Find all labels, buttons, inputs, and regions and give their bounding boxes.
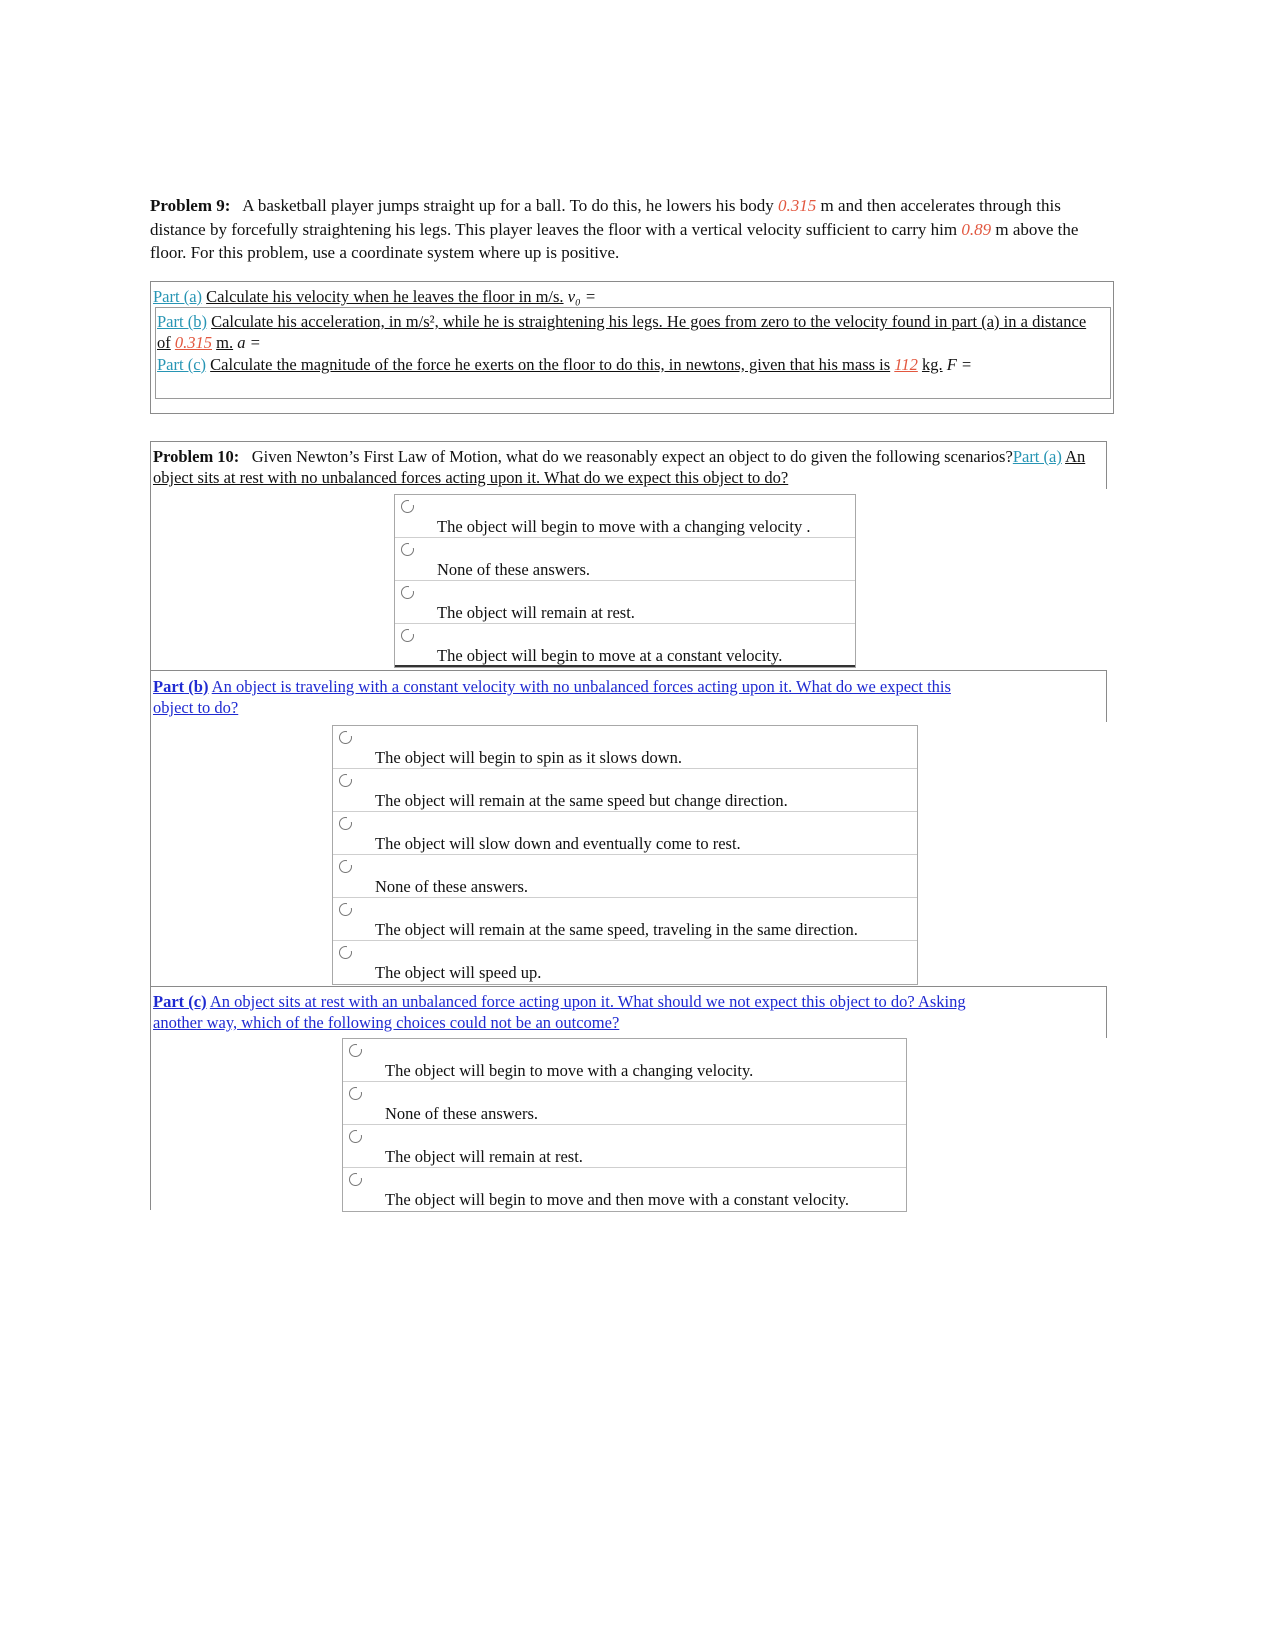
option-label: The object will begin to spin as it slows down.: [375, 748, 683, 767]
part-c-label[interactable]: Part (c): [157, 355, 207, 374]
problem-9-part-c: [157, 354, 972, 375]
part-b-unit: m.: [216, 333, 234, 352]
option-row[interactable]: [333, 812, 917, 855]
problem-9-label: Problem 9:: [150, 196, 231, 215]
p10-part-c-text-line1: An object sits at rest with an unbalanced force acting upon it. What should we not expect this object to do? Asking: [209, 992, 966, 1011]
problem-10-intro: Given Newton’s First Law of Motion, what do we reasonably expect an object to do given the following scenarios?: [251, 447, 1013, 466]
problem-9-text-a: A basketball player jumps straight up for a ball. To do this, he lowers his body: [242, 196, 774, 215]
p10-part-b-label[interactable]: Part (b): [153, 677, 209, 696]
option-label: None of these answers.: [437, 560, 591, 579]
radio-button[interactable]: [339, 731, 352, 744]
problem-9-text-c: m above the floor. For this problem, use a coordinate system where up is positive.: [150, 219, 1079, 262]
option-label: The object will begin to move and then move with a constant velocity.: [385, 1190, 850, 1209]
option-label: None of these answers.: [385, 1104, 539, 1123]
problem-9-part-b: [157, 311, 1097, 353]
option-row[interactable]: [333, 898, 917, 941]
option-row[interactable]: [395, 581, 855, 624]
option-row[interactable]: [395, 624, 855, 667]
problem-9-height-value: 0.89: [961, 219, 992, 239]
p10-part-a-text: An object sits at rest with no unbalanced forces acting upon it. What do we expect this object to do?: [153, 447, 1086, 487]
option-label: The object will speed up.: [375, 963, 542, 982]
part-a-text: Calculate his velocity when he leaves the floor in m/s.: [206, 287, 564, 306]
option-label: The object will begin to move at a constant velocity.: [437, 646, 783, 665]
option-row[interactable]: [333, 769, 917, 812]
option-row[interactable]: [343, 1168, 906, 1211]
problem-9-statement: [150, 194, 1110, 265]
p10-part-b-text-line1: An object is traveling with a constant velocity with no unbalanced forces acting upon it. What do we expect this: [211, 677, 951, 696]
radio-button[interactable]: [339, 860, 352, 873]
radio-button[interactable]: [401, 629, 414, 642]
option-row[interactable]: [395, 538, 855, 581]
radio-button[interactable]: [339, 774, 352, 787]
part-b-text: Calculate his acceleration, in m/s², while he is straightening his legs. He goes from zero to the velocity found in part (a) in a distance of: [157, 312, 1087, 352]
option-label: The object will begin to move with a changing velocity .: [437, 517, 811, 536]
p10-part-b-text-line2: object to do?: [153, 698, 239, 717]
option-label: The object will remain at the same speed but change direction.: [375, 791, 788, 810]
option-row[interactable]: [343, 1082, 906, 1125]
radio-button[interactable]: [401, 586, 414, 599]
p10-part-b-question: [153, 676, 951, 718]
option-row[interactable]: [333, 941, 917, 984]
p10-part-c-question: [153, 991, 966, 1033]
option-label: The object will remain at rest.: [437, 603, 635, 622]
radio-button[interactable]: [349, 1130, 362, 1143]
radio-button[interactable]: [339, 946, 352, 959]
option-row[interactable]: [395, 495, 855, 538]
radio-button[interactable]: [349, 1087, 362, 1100]
option-row[interactable]: [343, 1125, 906, 1168]
part-c-unit: kg.: [921, 355, 943, 374]
radio-button[interactable]: [349, 1173, 362, 1186]
part-c-text: Calculate the magnitude of the force he exerts on the floor to do this, in newtons, given that his mass is: [210, 355, 891, 374]
part-a-label[interactable]: Part (a): [153, 287, 203, 306]
option-label: The object will begin to move with a changing velocity.: [385, 1061, 754, 1080]
option-label: The object will remain at the same speed, traveling in the same direction.: [375, 920, 858, 939]
p10-part-a-label[interactable]: Part (a): [1012, 447, 1062, 466]
part-c-variable: F =: [946, 355, 973, 374]
option-row[interactable]: [333, 726, 917, 769]
part-b-distance-value: 0.315: [174, 333, 212, 352]
radio-button[interactable]: [339, 817, 352, 830]
p10-part-a-options: [394, 494, 856, 668]
p10-part-b-options: [332, 725, 918, 985]
left-border: [150, 489, 151, 671]
radio-button[interactable]: [349, 1044, 362, 1057]
radio-button[interactable]: [401, 500, 414, 513]
option-row[interactable]: [333, 855, 917, 898]
radio-button[interactable]: [401, 543, 414, 556]
problem-9-part-a: [153, 286, 596, 307]
option-row[interactable]: [343, 1039, 906, 1082]
option-label: None of these answers.: [375, 877, 529, 896]
p10-part-c-options: [342, 1038, 907, 1212]
left-border: [150, 722, 151, 987]
problem-10-label: Problem 10:: [153, 447, 240, 466]
radio-button[interactable]: [339, 903, 352, 916]
p10-part-c-label[interactable]: Part (c): [153, 992, 207, 1011]
option-label: The object will slow down and eventually come to rest.: [375, 834, 741, 853]
part-c-mass-value: 112: [894, 355, 918, 374]
part-a-variable: v₀ =: [567, 287, 597, 306]
part-b-label[interactable]: Part (b): [157, 312, 207, 331]
left-border: [150, 1038, 151, 1210]
p10-part-c-text-line2: another way, which of the following choices could not be an outcome?: [153, 1013, 620, 1032]
part-b-variable: a =: [237, 333, 261, 352]
option-label: The object will remain at rest.: [385, 1147, 583, 1166]
problem-10-statement: [153, 446, 1093, 488]
problem-9-text-b: m and then accelerates through this distance by forcefully straightening his legs. This player leaves the floor with a vertical velocity sufficient to carry him: [150, 196, 1061, 239]
problem-9-drop-value: 0.315: [778, 196, 817, 215]
